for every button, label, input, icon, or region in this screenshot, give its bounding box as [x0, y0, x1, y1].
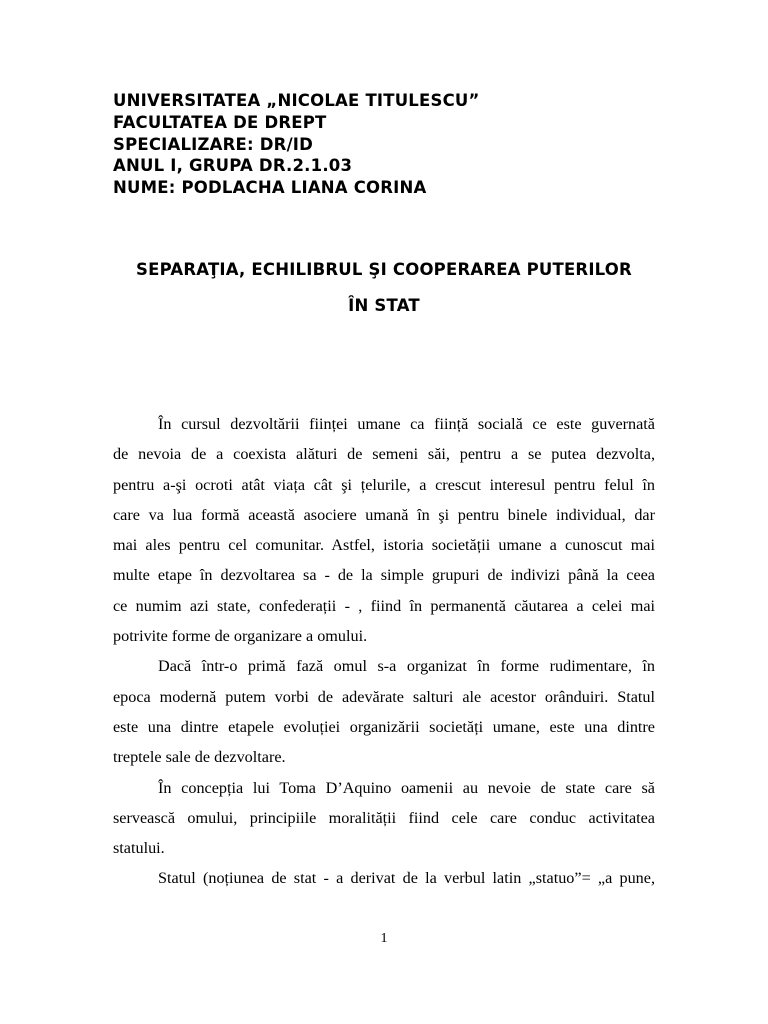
- paragraph-line: În cursul dezvoltării ființei umane ca ființă socială ce este guvernată: [158, 415, 655, 433]
- student-name: NUME: PODLACHA LIANA CORINA: [113, 178, 427, 198]
- document-title-line-1: SEPARAŢIA, ECHILIBRUL ŞI COOPERAREA PUTERILOR: [136, 260, 632, 279]
- paragraph-line: este una dintre etapele evoluției organizării societăți umane, este una dintre: [113, 717, 655, 736]
- page-number: 1: [380, 931, 388, 946]
- paragraph-line: multe etape în dezvoltarea sa - de la simple grupuri de indivizi până la ceea: [113, 566, 655, 585]
- paragraph-line: de nevoia de a coexista alături de semeni săi, pentru a se putea dezvolta,: [113, 445, 655, 464]
- document-header: [113, 90, 480, 199]
- year-group: ANUL I, GRUPA DR.2.1.03: [113, 156, 353, 176]
- paragraph-line: Dacă într-o primă fază omul s-a organizat în forme rudimentare, în: [158, 657, 655, 676]
- paragraph-line: ce numim azi state, confederații - , fiind în permanentă căutarea a celei mai: [113, 596, 655, 615]
- paragraph-line: epoca modernă putem vorbi de adevărate salturi ale acestor orânduiri. Statul: [113, 687, 655, 706]
- paragraph-line: potrivite forme de organizare a omului.: [113, 627, 368, 646]
- paragraph-line: servească omului, principiile moralității fiind cele care conduc activitatea: [113, 808, 655, 827]
- document-title-line-2: ÎN STAT: [348, 296, 420, 315]
- body-text: [113, 409, 655, 894]
- university-name: UNIVERSITATEA „NICOLAE TITULESCU”: [113, 91, 480, 110]
- paragraph-line: pentru a-şi ocroti atât viața cât şi țelurile, a crescut interesul pentru felul în: [113, 475, 655, 494]
- paragraph-line: Statul (noțiunea de stat - a derivat de la verbul latin „statuo”= „a pune,: [158, 869, 655, 888]
- paragraph-line: În concepția lui Toma D’Aquino oamenii au nevoie de state care să: [158, 778, 655, 797]
- faculty-name: FACULTATEA DE DREPT: [113, 112, 327, 132]
- paragraph-line: mai ales pentru cel comunitar. Astfel, istoria societății umane a cunoscut mai: [113, 536, 655, 555]
- paragraph-line: care va lua formă această asociere umană în şi pentru binele individual, dar: [113, 505, 655, 524]
- specialization: SPECIALIZARE: DR/ID: [113, 134, 314, 154]
- paragraph-line: statului.: [113, 839, 165, 858]
- paragraph-line: treptele sale de dezvoltare.: [113, 748, 286, 767]
